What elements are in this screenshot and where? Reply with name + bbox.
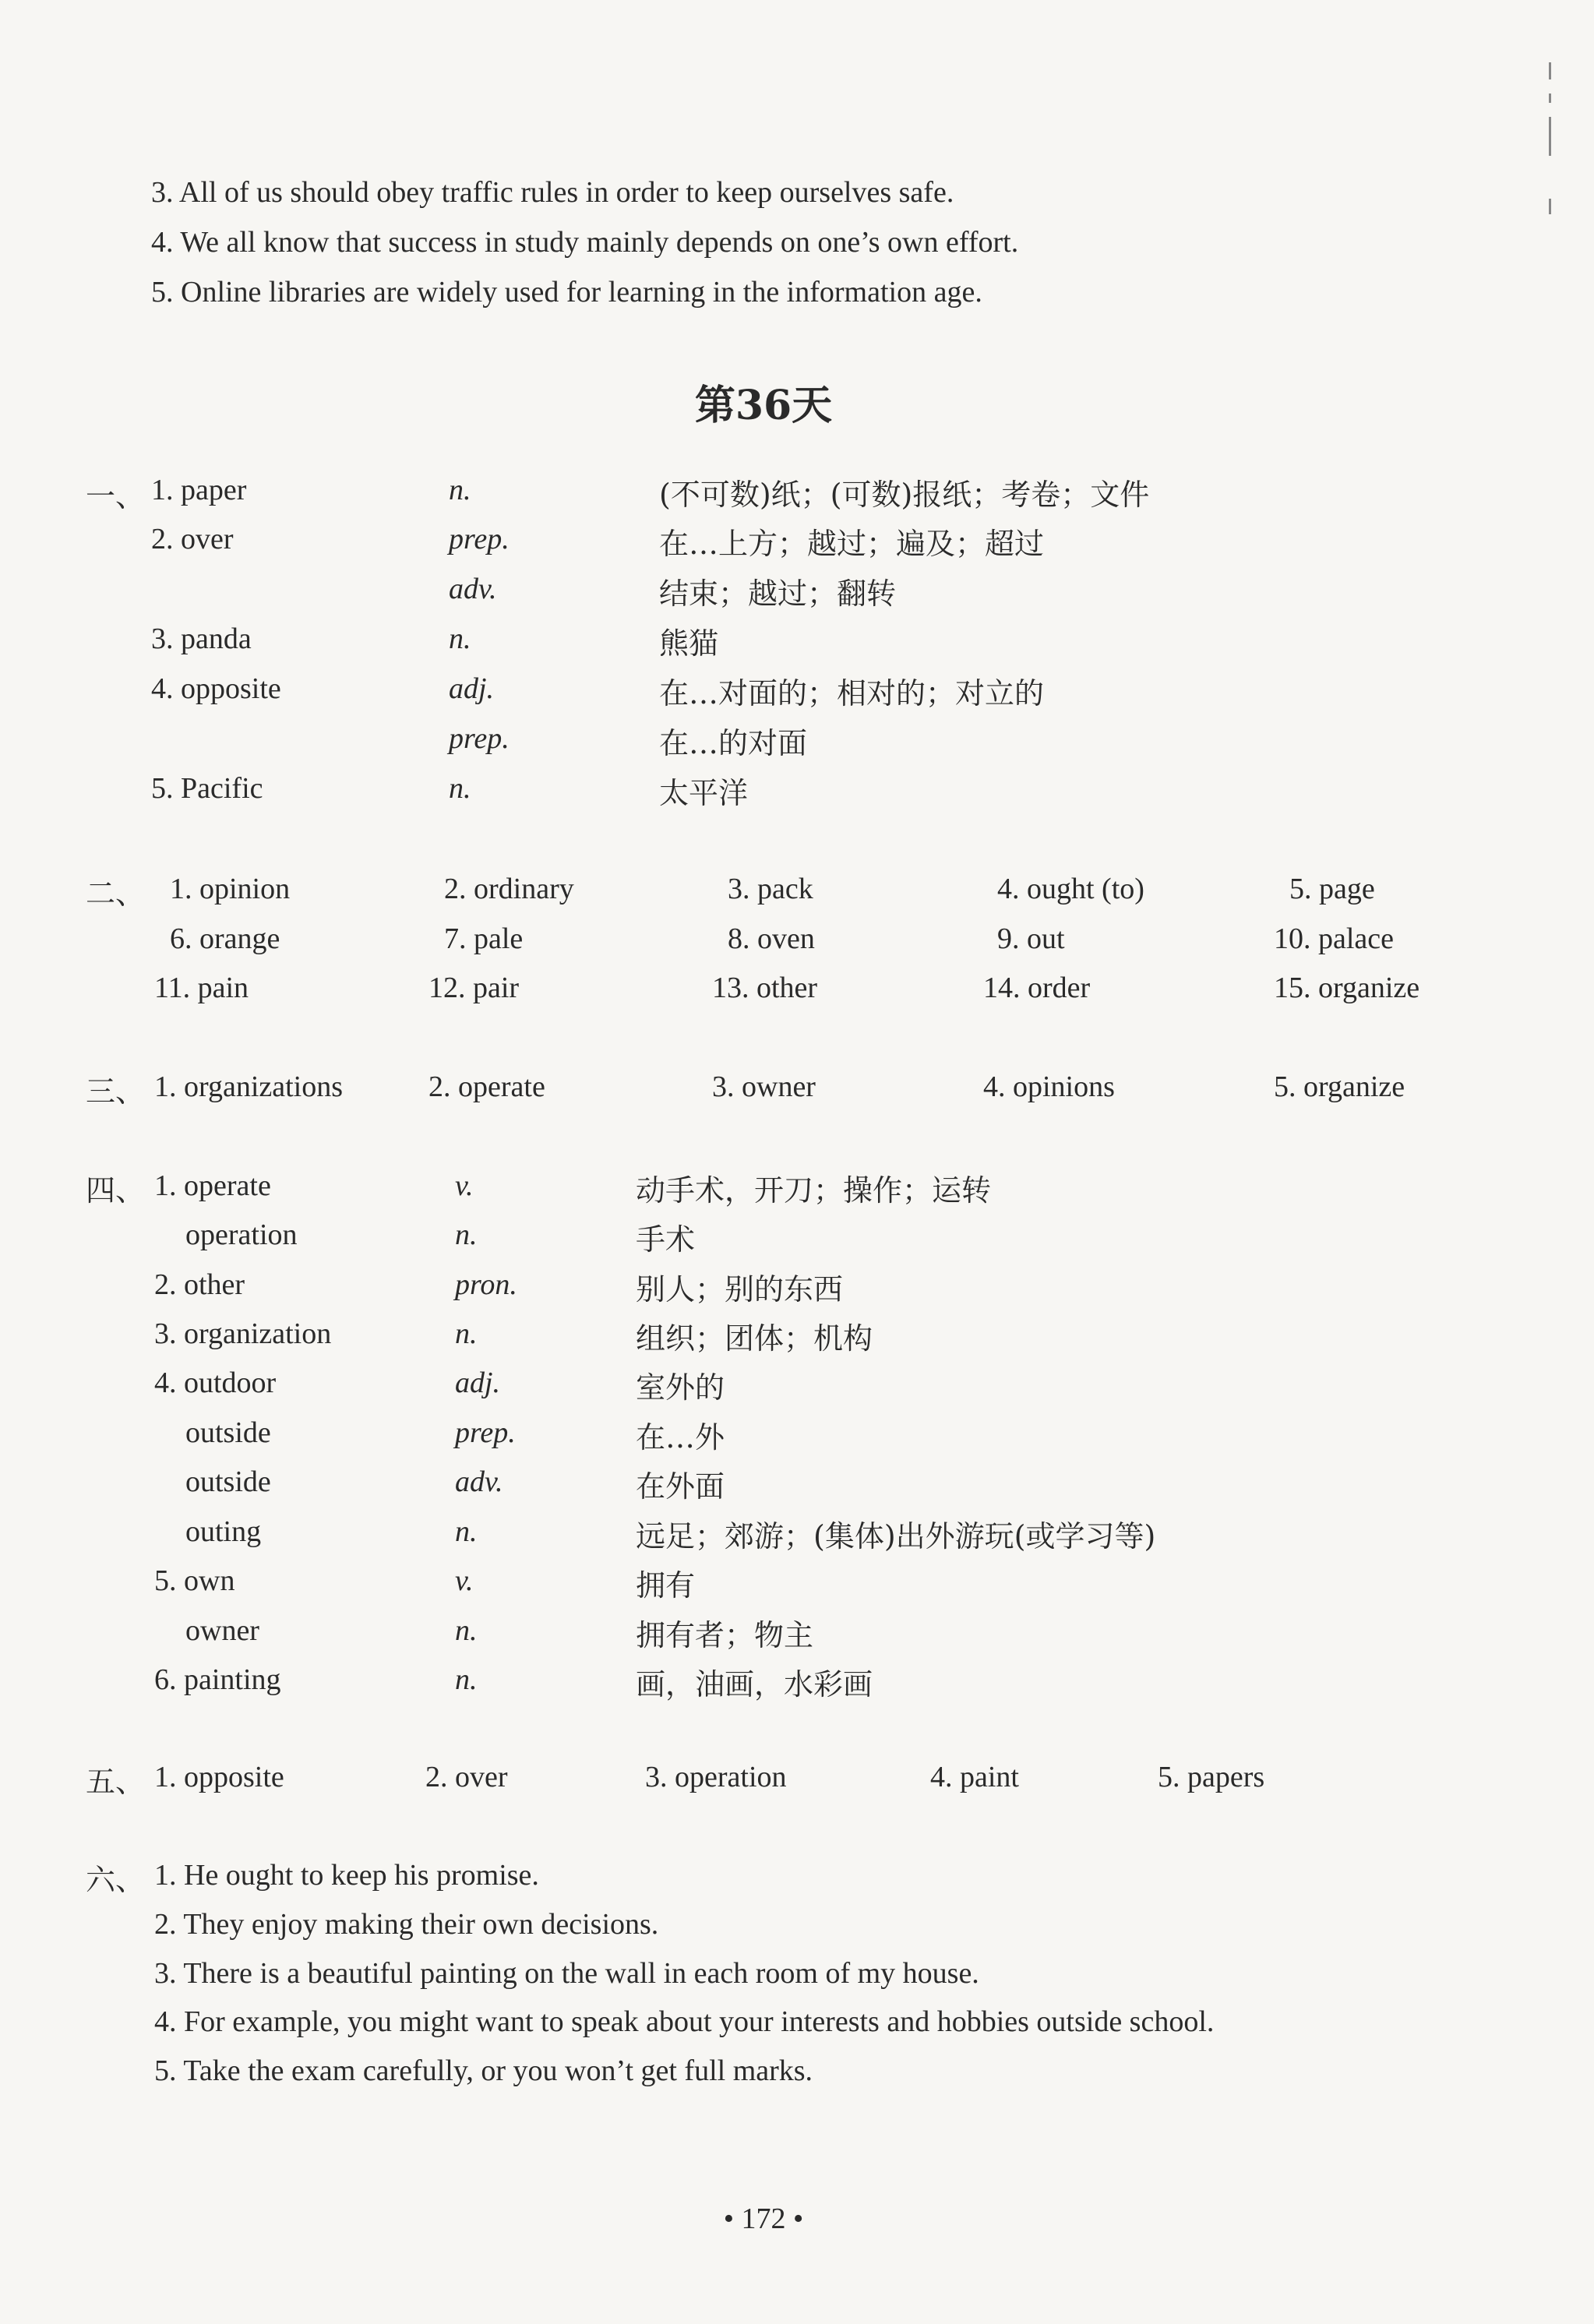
vocab-word: outside <box>185 1416 271 1449</box>
vocab-word: 2. other <box>154 1268 245 1301</box>
sentence: 1. He ought to keep his promise. <box>154 1859 539 1892</box>
section-label: 六、 <box>86 1863 146 1897</box>
part-of-speech: v. <box>455 1169 474 1202</box>
answer-item: 4. opinions <box>983 1070 1115 1103</box>
part-of-speech: n. <box>449 622 471 655</box>
answer-item: 13. other <box>712 972 818 1004</box>
meaning: (不可数)纸；(可数)报纸；考卷；文件 <box>659 478 1150 512</box>
page-number: • 172 • <box>723 2202 804 2235</box>
answer-item: 1. opinion <box>170 873 291 905</box>
answer-item: 5. papers <box>1158 1761 1265 1793</box>
meaning: 熊猫 <box>659 626 719 661</box>
vocab-word: 6. painting <box>154 1663 281 1696</box>
scan-edge-mark <box>1549 117 1551 156</box>
section-label: 一、 <box>86 479 146 513</box>
answer-item: 9. out <box>997 922 1065 955</box>
answer-item: 14. order <box>983 972 1091 1004</box>
answer-item: 11. pain <box>154 972 249 1004</box>
vocab-word: 3. organization <box>154 1317 332 1350</box>
answer-item: 3. pack <box>728 873 813 905</box>
part-of-speech: prep. <box>455 1416 516 1449</box>
answer-item: 7. pale <box>444 922 524 955</box>
part-of-speech: n. <box>455 1614 478 1647</box>
sentence: 4. We all know that success in study mainly depends on one’s own effort. <box>151 226 1019 259</box>
scan-edge-mark <box>1549 199 1551 214</box>
sentence: 4. For example, you might want to speak about your interests and hobbies outside school. <box>154 2005 1215 2038</box>
answer-item: 2. over <box>425 1761 508 1793</box>
vocab-word: 1. paper <box>151 474 247 506</box>
vocab-word: 5. Pacific <box>151 772 263 805</box>
answer-item: 4. ought (to) <box>997 873 1144 905</box>
part-of-speech: n. <box>455 1663 478 1696</box>
part-of-speech: adv. <box>449 573 497 605</box>
meaning: 画，油画，水彩画 <box>636 1667 873 1702</box>
part-of-speech: v. <box>455 1564 474 1597</box>
meaning: 拥有 <box>636 1568 696 1603</box>
sentence: 3. All of us should obey traffic rules in order to keep ourselves safe. <box>151 176 954 209</box>
meaning: 结束；越过；翻转 <box>659 577 897 611</box>
part-of-speech: n. <box>455 1317 478 1350</box>
vocab-word: 5. own <box>154 1564 235 1597</box>
meaning: 在…上方；越过；遍及；超过 <box>659 527 1045 561</box>
sentence: 5. Online libraries are widely used for learning in the information age. <box>151 276 982 309</box>
part-of-speech: adv. <box>455 1465 503 1498</box>
answer-item: 3. owner <box>712 1070 816 1103</box>
part-of-speech: adj. <box>455 1367 501 1399</box>
part-of-speech: pron. <box>455 1268 517 1301</box>
part-of-speech: prep. <box>449 523 510 555</box>
meaning: 别人；别的东西 <box>636 1272 844 1307</box>
part-of-speech: n. <box>455 1218 478 1251</box>
answer-item: 15. organize <box>1274 972 1420 1004</box>
part-of-speech: adj. <box>449 672 495 705</box>
part-of-speech: n. <box>449 474 471 506</box>
sentence: 2. They enjoy making their own decisions. <box>154 1908 659 1941</box>
answer-item: 1. opposite <box>154 1761 284 1793</box>
vocab-word: outside <box>185 1465 271 1498</box>
part-of-speech: n. <box>449 772 471 805</box>
meaning: 在…的对面 <box>659 726 808 760</box>
vocab-word: 1. operate <box>154 1169 271 1202</box>
meaning: 在…对面的；相对的；对立的 <box>659 676 1045 711</box>
answer-item: 2. ordinary <box>444 873 574 905</box>
meaning: 拥有者；物主 <box>636 1618 814 1652</box>
meaning: 室外的 <box>636 1370 725 1405</box>
vocab-word: owner <box>185 1614 259 1647</box>
vocab-word: 4. outdoor <box>154 1367 277 1399</box>
scan-edge-mark <box>1549 93 1551 103</box>
meaning: 在…外 <box>636 1420 725 1455</box>
answer-item: 12. pair <box>428 972 520 1004</box>
meaning: 远足；郊游；(集体)出外游玩(或学习等) <box>636 1519 1156 1553</box>
answer-item: 4. paint <box>930 1761 1019 1793</box>
sentence: 3. There is a beautiful painting on the wall in each room of my house. <box>154 1957 979 1990</box>
answer-item: 10. palace <box>1274 922 1395 955</box>
meaning: 手术 <box>636 1222 696 1257</box>
part-of-speech: prep. <box>449 722 510 755</box>
section-label: 四、 <box>86 1173 146 1208</box>
meaning: 太平洋 <box>659 776 749 810</box>
answer-item: 6. orange <box>170 922 280 955</box>
answer-item: 5. page <box>1289 873 1375 905</box>
answer-item: 8. oven <box>728 922 815 955</box>
meaning: 在外面 <box>636 1469 725 1504</box>
sentence: 5. Take the exam carefully, or you won’t get full marks. <box>154 2054 813 2087</box>
meaning: 组织；团体；机构 <box>636 1321 873 1356</box>
section-label: 五、 <box>86 1765 146 1799</box>
vocab-word: outing <box>185 1515 262 1548</box>
section-label: 二、 <box>86 876 146 911</box>
vocab-word: 2. over <box>151 523 234 555</box>
section-label: 三、 <box>86 1074 146 1109</box>
answer-item: 5. organize <box>1274 1070 1405 1103</box>
page-title: 第36天 <box>694 382 833 429</box>
meaning: 动手术，开刀；操作；运转 <box>636 1173 992 1208</box>
vocab-word: 3. panda <box>151 622 252 655</box>
answer-item: 1. organizations <box>154 1070 344 1103</box>
vocab-word: operation <box>185 1218 298 1251</box>
part-of-speech: n. <box>455 1515 478 1548</box>
scan-edge-mark <box>1549 62 1551 79</box>
answer-item: 3. operation <box>645 1761 787 1793</box>
answer-item: 2. operate <box>428 1070 545 1103</box>
vocab-word: 4. opposite <box>151 672 281 705</box>
